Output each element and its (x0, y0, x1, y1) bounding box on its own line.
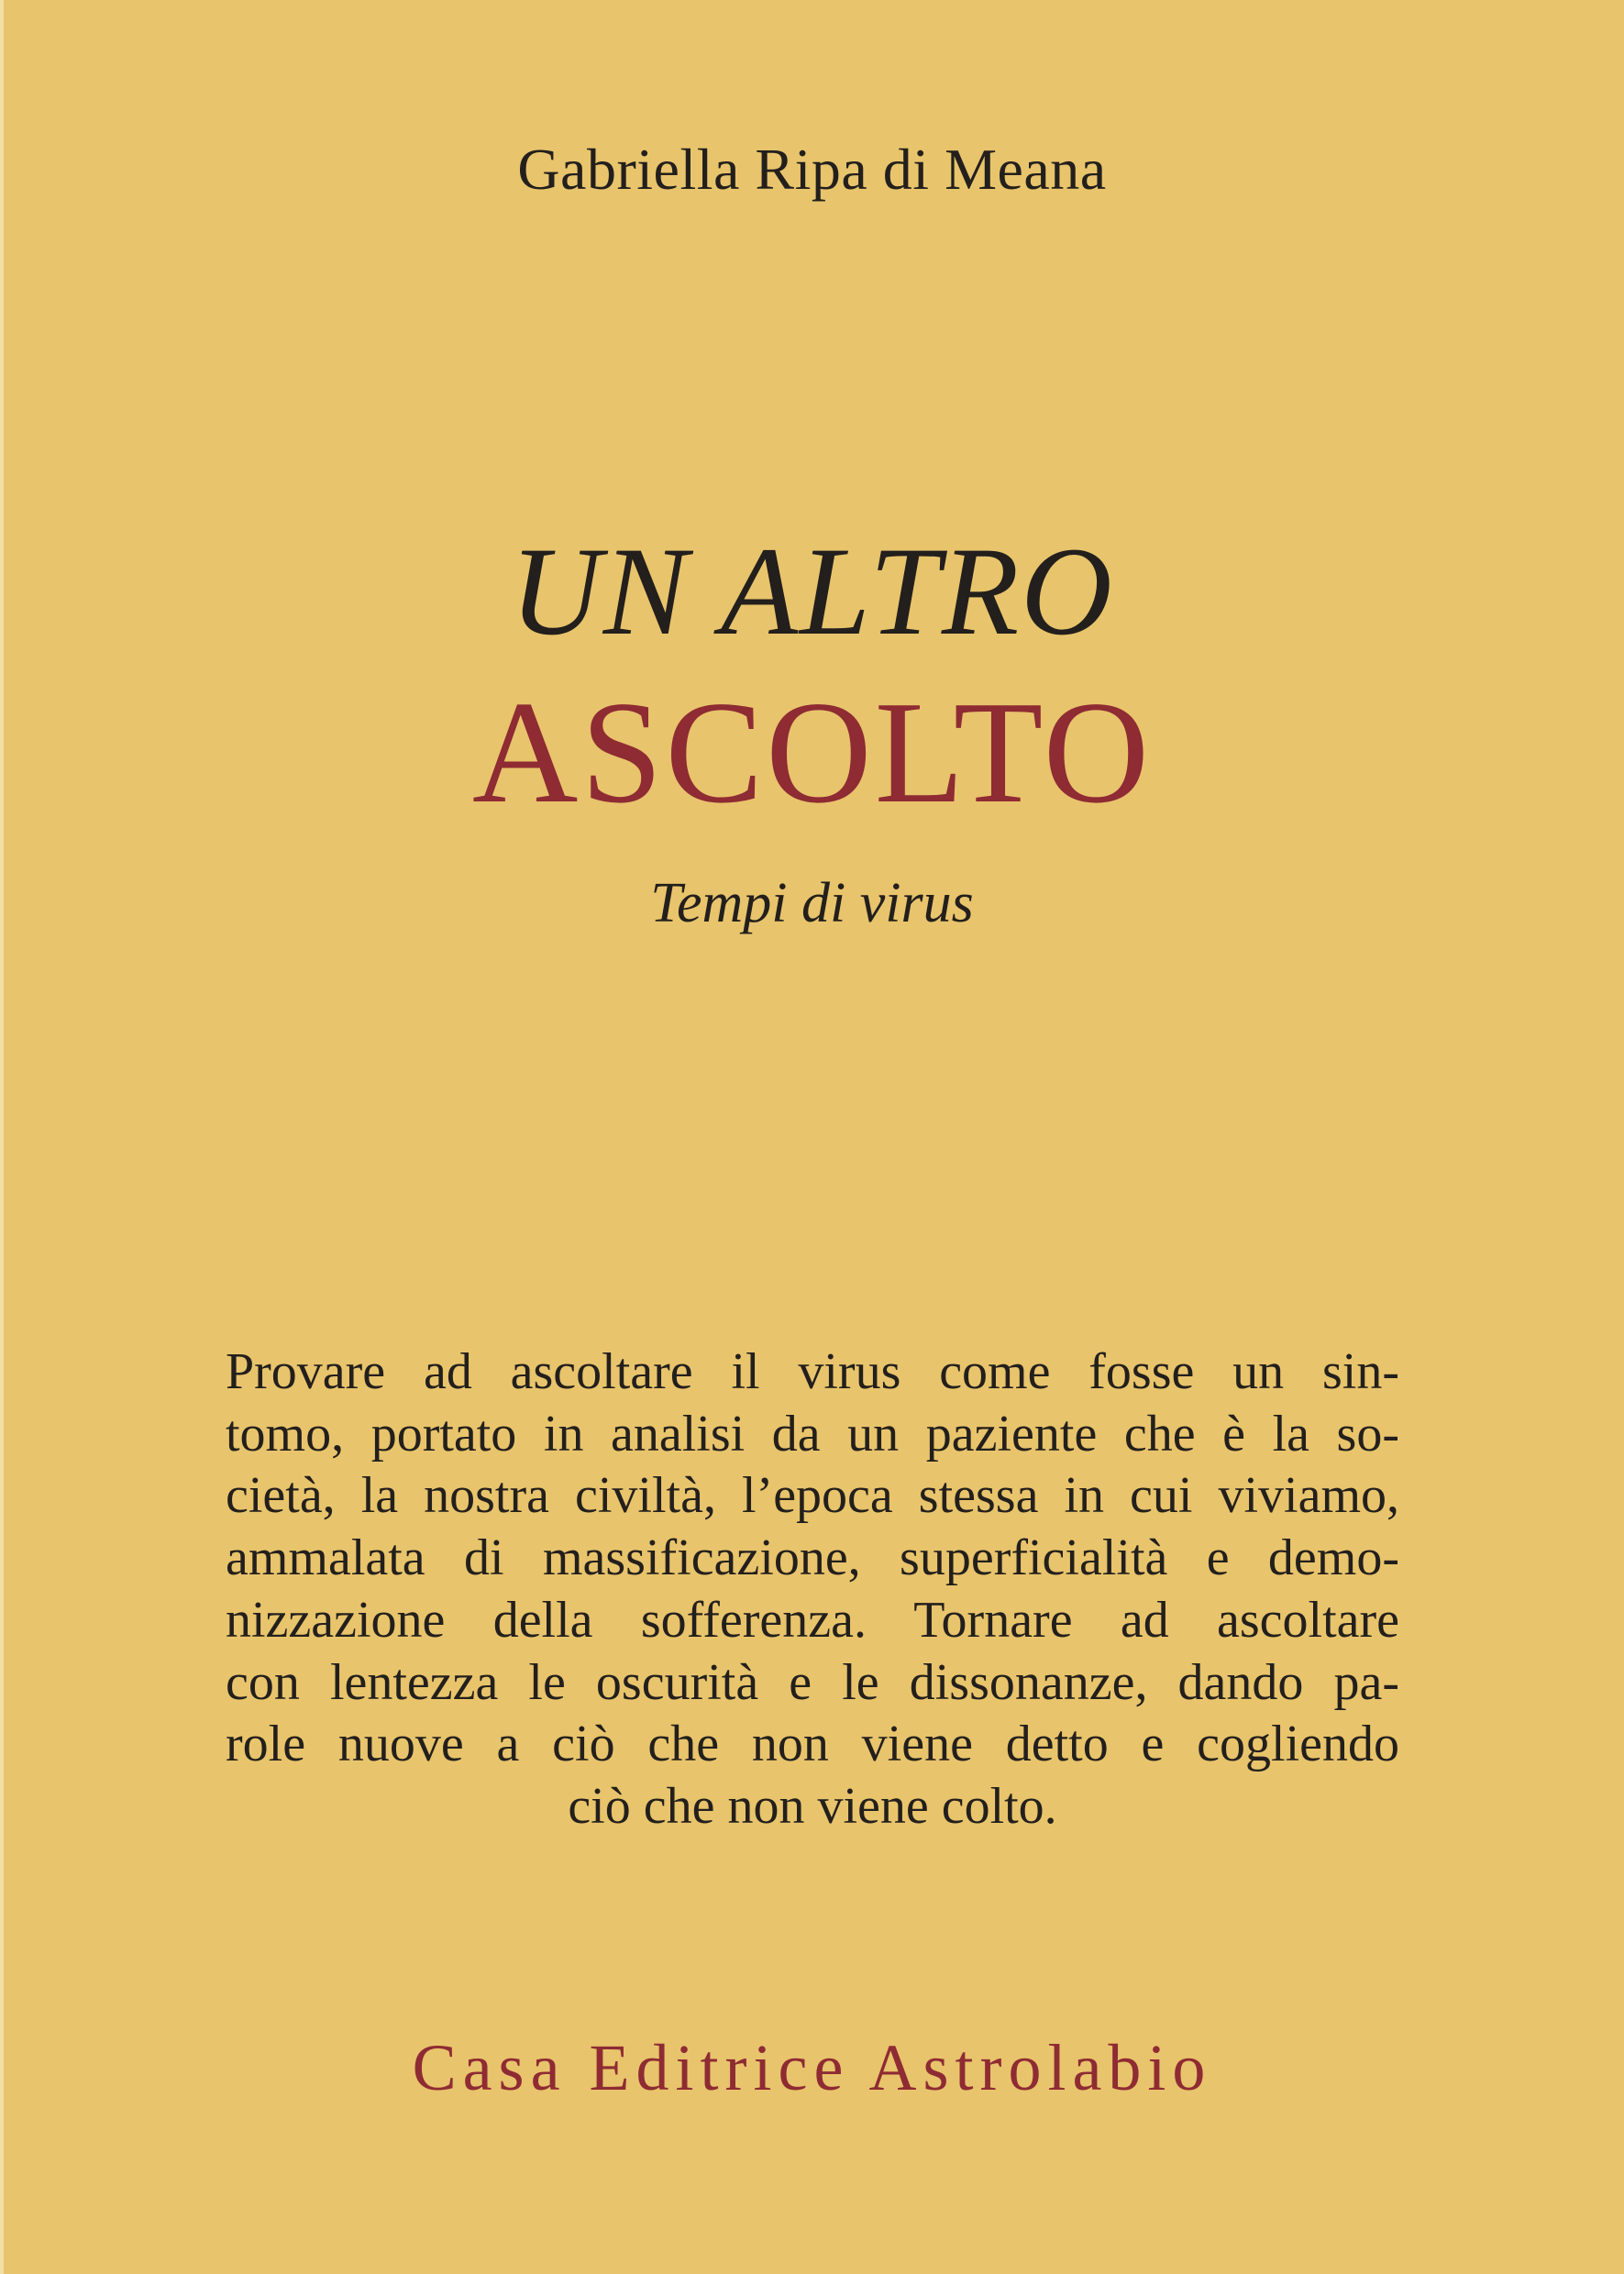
publisher-name: Casa Editrice Astrolabio (412, 2031, 1212, 2104)
blurb-line: tomo, portato in analisi da un paziente che è la so- (226, 1405, 1399, 1463)
title-line-1: UN ALTRO (510, 521, 1114, 661)
blurb-line: con lentezza le oscurità e le dissonanze, dando pa- (226, 1653, 1399, 1711)
blurb-line: ammalata di massificazione, superficialità e demo- (226, 1529, 1399, 1587)
title-line-2: ASCOLTO (471, 670, 1153, 833)
blurb-line: ciò che non viene colto. (568, 1777, 1057, 1835)
blurb-line: Provare ad ascoltare il virus come fosse un sin- (226, 1343, 1399, 1400)
subtitle: Tempi di virus (650, 872, 974, 934)
blurb-line: cietà, la nostra civiltà, l’epoca stessa in cui viviamo, (226, 1467, 1399, 1525)
blurb-line: role nuove a ciò che non viene detto e cogliendo (226, 1716, 1399, 1773)
blurb-line: nizzazione della sofferenza. Tornare ad ascoltare (226, 1591, 1399, 1649)
author-name: Gabriella Ripa di Meana (517, 137, 1107, 202)
blurb-paragraph (226, 1341, 1399, 1838)
